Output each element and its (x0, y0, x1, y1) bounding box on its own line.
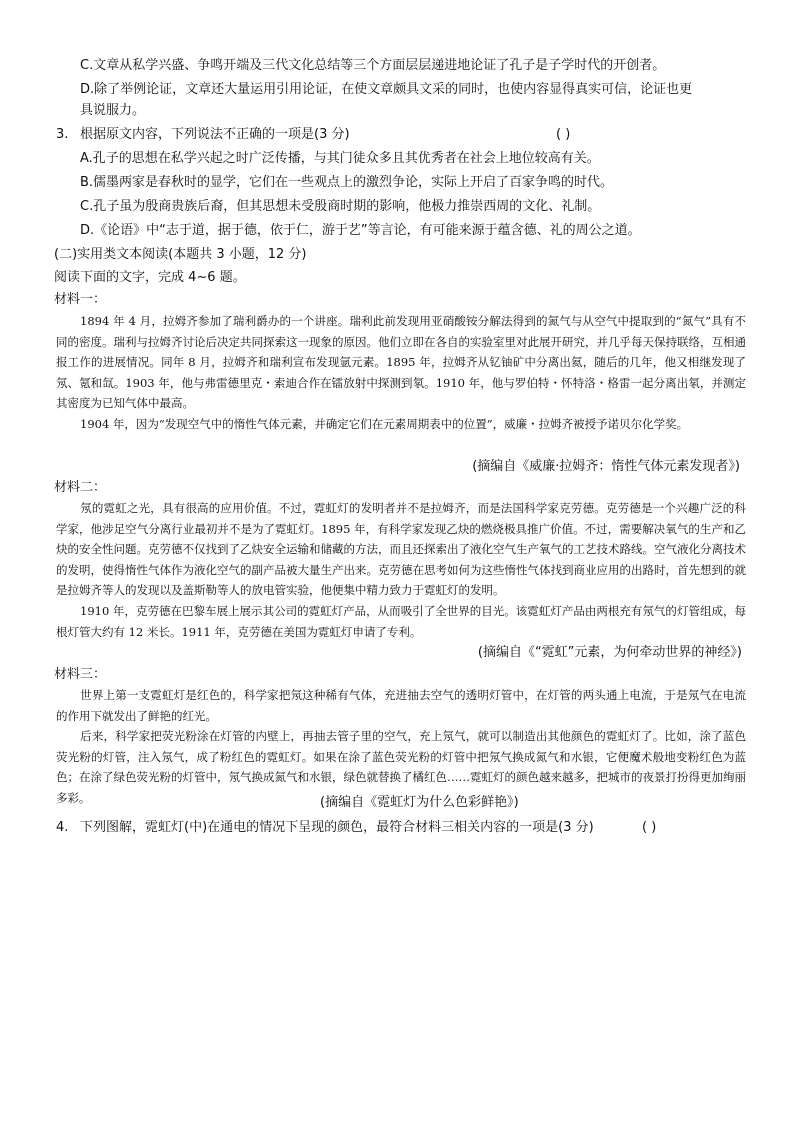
material2-label: 材料二： (54, 480, 107, 495)
material1-paragraph2 (56, 414, 746, 435)
q3-option-d: D.《论语》中“志于道，据于德，依于仁，游于艺”等言论，有可能来源于蕴含德、礼的周公之道。 (80, 223, 641, 238)
q3-answer-paren: ( ) (556, 127, 571, 142)
material1-paragraph1 (56, 311, 746, 414)
material1-source: (摘编自《威廉·拉姆齐：惰性气体元素发现者》) (472, 459, 740, 474)
material3-source: (摘编自《霓虹灯为什么色彩鲜艳》) (320, 795, 519, 810)
material3-paragraph1-text: 世界上第一支霓虹灯是红色的，科学家把氖这种稀有气体，充进抽去空气的透明灯管中，在灯管的两头通上电流，于是氖气在电流的作用下就发出了鲜艳的红光。 (56, 688, 746, 723)
section2-heading: (二)实用类文本阅读(本题共 3 小题，12 分) (54, 247, 307, 262)
material2-paragraph2 (56, 601, 746, 642)
q4-number: 4. (56, 820, 69, 835)
material1-label: 材料一： (54, 292, 107, 307)
material2-paragraph1-text: 氖的霓虹之光，具有很高的应用价值。不过，霓虹灯的发明者并不是拉姆齐，而是法国科学家克劳德。克劳德是一个兴趣广泛的科学家，他涉足空气分离行业最初并不是为了霓虹灯。1895 年，有科学家发现乙炔的燃烧极具推广价值。不过，需要解决氧气的生产和乙炔的安全性问题。克劳德不仅找到了乙炔安全运输和储藏的方法，而且还探索出了液化空气生产氧气的工艺技术路线。空气液化分离技术的发明，使得惰性气体作为液化空气的副产品被大量生产出来。克劳德在思考如何为这些惰性气体找到商业应用的出路时，首先想到的就是拉姆齐等人的发现以及盖斯勒等人的放电管实验，他便集中精力致力于霓虹灯的发明。 (56, 501, 746, 597)
section2-instruction: 阅读下面的文字，完成 4~6 题。 (54, 270, 246, 285)
q3-number: 3. (56, 127, 69, 142)
material3-label: 材料三： (54, 667, 107, 682)
q2-option-d-line2: 具说服力。 (80, 103, 146, 118)
material3-paragraph2-text: 后来，科学家把荧光粉涂在灯管的内壁上，再抽去管子里的空气，充上氖气，就可以制造出其他颜色的霓虹灯了。比如，涂了蓝色荧光粉的灯管，注入氖气，成了粉红色的霓虹灯。如果在涂了蓝色荧光粉的灯管中把氖气换成氮气和水银，它便魔术般地变粉红色为蓝色；在涂了绿色荧光粉的灯管中，氖气换成氮气和水银，绿色就替换了橘红色……霓虹灯的颜色越来越多，把城市的夜景打扮得更加绚丽多彩。 (56, 729, 746, 805)
material2-paragraph1 (56, 498, 746, 601)
material3-paragraph1 (56, 685, 746, 726)
material2-source: (摘编自《“霓虹”元素，为何牵动世界的神经》) (477, 645, 742, 660)
q2-option-d-line1: D.除了举例论证，文章还大量运用引用论证，在使文章颇具文采的同时，也使内容显得真实可信，论证也更 (80, 82, 693, 97)
q2-option-c: C.文章从私学兴盛、争鸣开端及三代文化总结等三个方面层层递进地论证了孔子是子学时代的开创者。 (80, 58, 666, 73)
q4-answer-paren: ( ) (642, 820, 657, 835)
q3-option-b: B.儒墨两家是春秋时的显学，它们在一些观点上的激烈争论，实际上开启了百家争鸣的时代。 (80, 175, 614, 190)
material1-paragraph1-text: 1894 年 4 月，拉姆齐参加了瑞利爵办的一个讲座。瑞利此前发现用亚硝酸铵分解法得到的氮气与从空气中提取到的“氮气”具有不同的密度。瑞利与拉姆齐讨论后决定共同探索这一现象的原因。他们立即在各自的实验室里对此展开研究，并几乎每天保持联络，互相通报工作的进展情况。同年 8 月，拉姆齐和瑞利宣布发现氩元素。1895 年，拉姆齐从钇铀矿中分离出氦，随后的几年，他又相继发现了氖、氪和氙。1903 年，他与弗雷德里克・索迪合作在镭放射中探测到氡。1910 年，他与罗伯特・怀特洛・格雷一起分离出氡，并测定其密度为已知气体中最高。 (56, 314, 746, 410)
q4-stem: 下列图解，霓虹灯(中)在通电的情况下呈现的颜色，最符合材料三相关内容的一项是(3 分) (80, 820, 594, 835)
q3-stem: 根据原文内容，下列说法不正确的一项是(3 分) (80, 127, 350, 142)
material1-paragraph2-text: 1904 年，因为“发现空气中的惰性气体元素，并确定它们在元素周期表中的位置”，威廉・拉姆齐被授予诺贝尔化学奖。 (80, 417, 689, 431)
material2-paragraph2-text: 1910 年，克劳德在巴黎车展上展示其公司的霓虹灯产品，从而吸引了全世界的目光。该霓虹灯产品由两根充有氖气的灯管组成，每根灯管大约有 12 米长。1911 年，克劳德在美国为霓虹灯申请了专利。 (56, 604, 746, 639)
q3-option-c: C.孔子虽为殷商贵族后裔，但其思想未受殷商时期的影响，他极力推崇西周的文化、礼制。 (80, 199, 601, 214)
q3-option-a: A.孔子的思想在私学兴起之时广泛传播，与其门徒众多且其优秀者在社会上地位较高有关。 (80, 151, 600, 166)
